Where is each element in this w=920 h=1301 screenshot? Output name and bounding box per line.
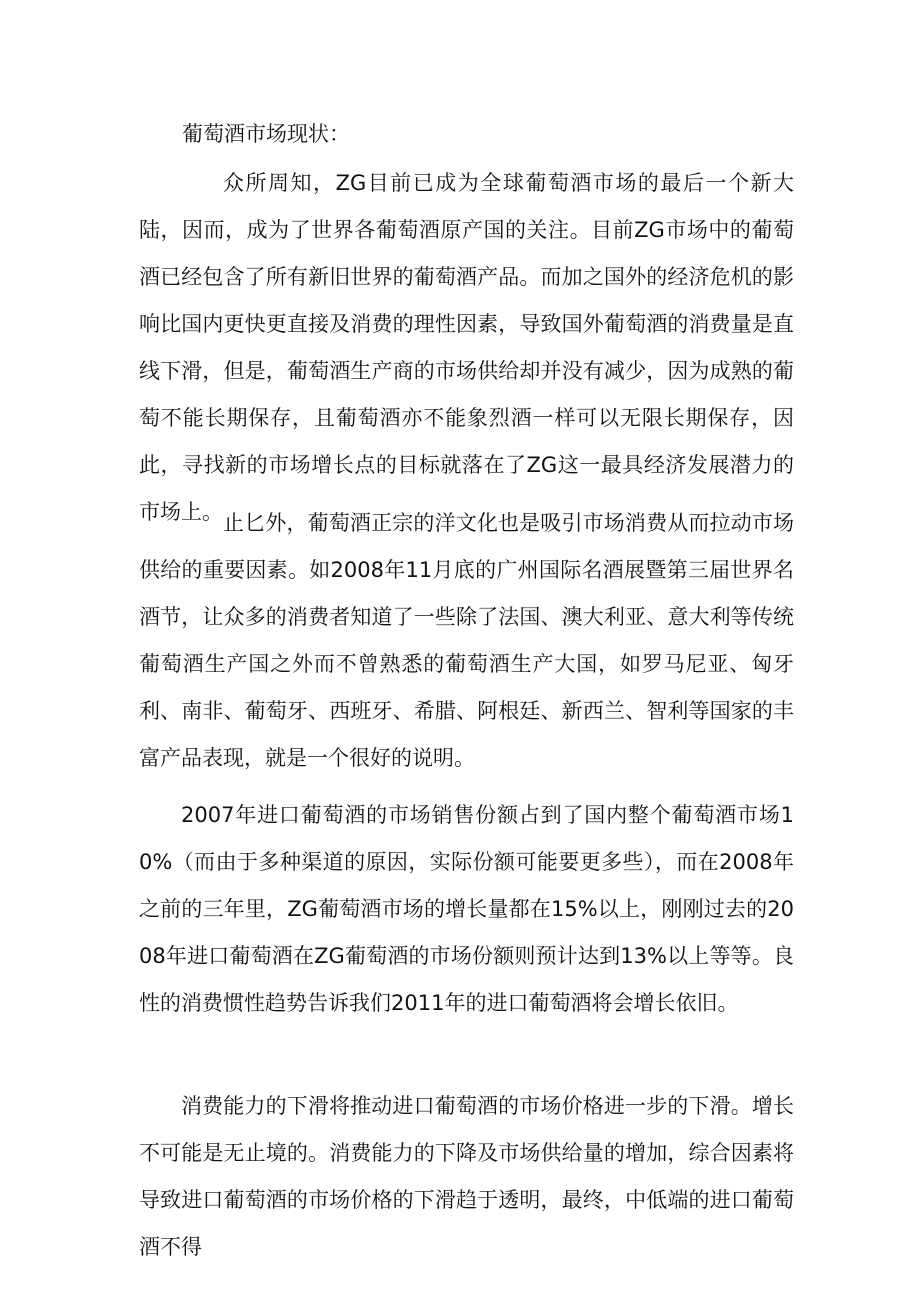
paragraph-wine-culture: 止匕外，葡萄酒正宗的洋文化也是吸引市场消费从而拉动市场供给的重要因素。如2008年11月底的广州国际名酒展暨第三届世界名酒节，让众多的消费者知道了一些除了法国、澳大利亚、意大利等传统葡萄酒生产国之外而不曾熟悉的葡萄酒生产大国，如罗马尼亚、匈牙利、南非、葡萄牙、西班牙、希腊、阿根廷、新西兰、智利等国家的丰富产品表现，就是一个很好的说明。 [139,511,794,770]
paragraph-price-trend: 消费能力的下滑将推动进口葡萄酒的市场价格进一步的下滑。增长不可能是无止境的。消费能力的下降及市场供给量的增加，综合因素将导致进口葡萄酒的市场价格的下滑趋于透明，最终，中低端的进口葡萄酒不得 [139,1094,794,1259]
paragraph-import-share: 2007年进口葡萄酒的市场销售份额占到了国内整个葡萄酒市场10%（而由于多种渠道的原因，实际份额可能要更多些），而在2008年之前的三年里，ZG葡萄酒市场的增长量都在15%以上，刚刚过去的2008年进口葡萄酒在ZG葡萄酒的市场份额则预计达到13%以上等等。良性的消费惯性趋势告诉我们2011年的进口葡萄酒将会增长依旧。 [139,803,794,1015]
paragraph-market-overview: 众所周知，ZG目前已成为全球葡萄酒市场的最后一个新大陆，因而，成为了世界各葡萄酒原产国的关注。目前ZG市场中的葡萄酒已经包含了所有新旧世界的葡萄酒产品。而加之国外的经济危机的影响比国内更快更直接及消费的理性因素，导致国外葡萄酒的消费量是直线下滑，但是，葡萄酒生产商的市场供给却并没有减少，因为成熟的葡萄不能长期保存，且葡萄酒亦不能象烈酒一样可以无限长期保存，因此，寻找新的市场增长点的目标就落在了ZG这一最具经济发展潜力的市场上。 [139,171,794,524]
section-heading: 葡萄酒市场现状： [182,122,350,146]
